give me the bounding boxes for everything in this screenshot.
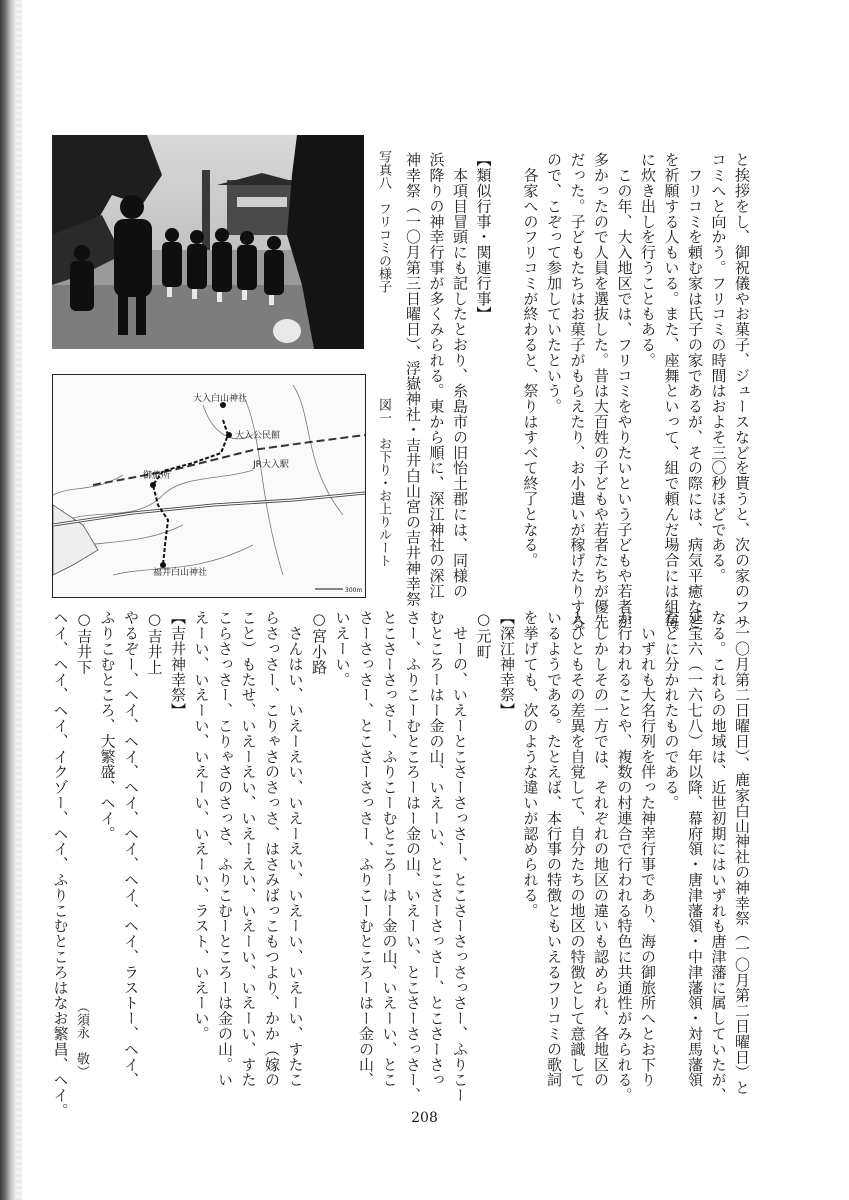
text-line: ○吉井上 — [145, 610, 164, 675]
text-line: ○吉井下 — [75, 610, 93, 675]
text-line: むところーはー金の山、いえーい、とこさーさっさー、とこさーさっ — [427, 610, 446, 1088]
text-line: 【類似行事・関連行事】 — [474, 152, 493, 322]
text-line: だった。子どもたちはお菓子がもらえたり、お小遣いが稼げたりする — [568, 152, 587, 630]
text-line: コミへと向かう。フリコミの時間はおよそ三〇秒ほどである。 — [709, 152, 728, 584]
text-line: ○元町 — [474, 610, 493, 660]
text-line: に炊き出しを行うこともある。 — [639, 152, 657, 368]
map-scale: 300m — [345, 587, 363, 594]
text-line: ヘイ、ヘイ、ヘイ、イクゾー、ヘイ、ふりこむところはなお繁昌、ヘイ。 — [51, 610, 70, 1119]
text-line: を挙げても、次のような違いが認められる。 — [521, 610, 540, 918]
map-label-shrine-bottom: 福井白山神社 — [153, 568, 208, 578]
text-line: えーい、いえーい、いえーい、いえーい、ラスト、いえーい。 — [192, 610, 211, 1042]
text-line: なる。これらの地域は、近世初期にはいずれも唐津藩に属していたが、 — [709, 610, 728, 1103]
scan-edge — [0, 0, 16, 1200]
text-line: しかしその一方では、それぞれの地区の違いも認められ、各地区の — [592, 610, 610, 1088]
route-map — [52, 374, 366, 598]
text-line: ○宮小路 — [310, 610, 328, 675]
map-label-otabisho: 御旅所 — [143, 471, 171, 481]
text-line: 延宝六（一六七八）年以降、幕府領・唐津藩領・中津藩領・対馬藩領 — [686, 610, 704, 1088]
text-line: やるぞー、ヘイ、ヘイ、ヘイ、ヘイ、ヘイ、ヘイ、ラストー、ヘイ、 — [122, 610, 140, 1088]
map-label-shrine-top: 大入白山神社 — [193, 394, 248, 404]
author: （須永 敬） — [74, 1000, 89, 1078]
text-line: とこさーさっさー、ふりこーむところーはー金の山、いえーい、とこ — [380, 610, 399, 1088]
text-line: らさっさー、こりゃさのさっさ、はさみばっこもつより、かか（嫁の — [263, 610, 281, 1088]
map-image — [53, 375, 365, 597]
text-line: さー、ふりこーむところーはー金の山、いえーい、とこさーさっさー、 — [404, 610, 422, 1103]
text-line: 【深江神幸祭】 — [498, 610, 516, 718]
text-line: さんはい、いえーえい、いえーえい、いえーい、いえーい、すたこ — [286, 610, 305, 1088]
text-line: 人びともその差異を自覚して、自分たちの地区の特徴として意識して — [568, 610, 587, 1088]
text-line: こと）もたせ、いえーえい、いえーえい、いえーい、いえーい、すた — [239, 610, 258, 1088]
text-line: を祈願する人もいる。また、座舞といって、組で頼んだ場合には組毎 — [662, 152, 681, 630]
text-line: 本項目冒頭にも記したとおり、糸島市の旧怡土郡には、同様の — [451, 152, 469, 599]
text-line: ふりこむところ、大繁盛、ヘイ。 — [98, 610, 117, 841]
map-label-community-hall: 大入公民館 — [235, 431, 281, 441]
text-line: せーの、いえーとこさーさっさー、とこさーさっさっさー、ふりこー — [451, 610, 469, 1103]
text-line: フリコミを頼む家は氏子の家であるが、その際には、病気平癒など — [686, 152, 704, 630]
map-label-station: JR大入駅 — [253, 460, 289, 470]
text-line: と挨拶をし、御祝儀やお菓子、ジュースなどを貰うと、次の家のフリ — [733, 152, 751, 630]
text-line: こらさっさー、こりゃさのさっさ、ふりこむーところーは金の山。い — [216, 610, 234, 1088]
text-line — [495, 152, 519, 597]
text-line: 【吉井神幸祭】 — [169, 610, 187, 718]
text-line: 神幸祭（一〇月第三日曜日）、浮嶽神社・吉井白山宮の吉井神幸祭 — [404, 152, 422, 607]
text-line: いえーい。 — [333, 610, 352, 687]
text-line: この年、大入地区では、フリコミをやりたいという子どもや若者が — [615, 152, 634, 630]
page-number: 208 — [411, 1110, 438, 1126]
text-line: などに分かれたものである。 — [662, 610, 681, 811]
scan-edge-texture — [16, 0, 22, 1200]
photo-caption: 写真八 フリコミの様子 — [376, 150, 391, 293]
photo-furikomi — [52, 135, 364, 349]
text-line: が行われることや、複数の村連合で行われる特色に共通性がみられる。 — [615, 610, 634, 1103]
text-line: （一〇月第二日曜日）、鹿家白山神社の神幸祭（一〇月第二日曜日）と — [733, 610, 751, 1096]
text-line: さーさっさー、とこさーさっさー、ふりこーむところーはー金の山、 — [357, 610, 375, 1088]
text-line: いずれも大名行列を伴った神幸行事であり、海の御旅所へとお下り — [639, 610, 657, 1088]
text-line: いるようである。たとえば、本行事の特徴ともいえるフリコミの歌詞 — [545, 610, 563, 1088]
map-caption: 図一 お下り・お上りルート — [376, 398, 391, 567]
text-line: 各家へのフリコミが終わると、祭りはすべて終了となる。 — [521, 152, 540, 568]
photo-image — [52, 135, 364, 349]
text-line: 浜降りの神幸行事が多くみられる。東から順に、深江神社の深江 — [427, 152, 446, 599]
text-line: 多かったので人員を選抜した。昔は大百姓の子どもや若者たちが優先 — [592, 152, 610, 630]
article-text-top — [401, 152, 754, 630]
text-line: ので、こぞって参加していたという。 — [545, 152, 563, 414]
